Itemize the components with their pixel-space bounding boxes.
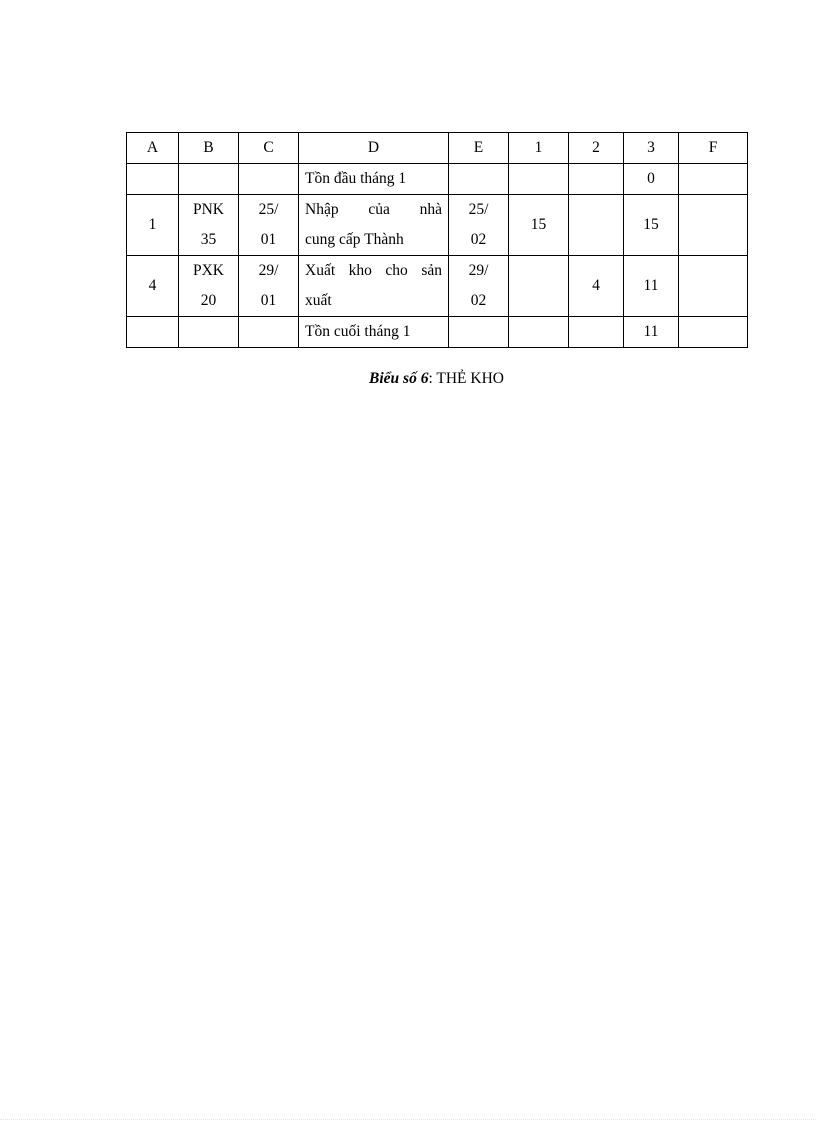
cell-b-line: 20 [200,292,217,309]
cell-c [239,256,299,317]
table-row [127,256,748,317]
cell-a: 4 [127,256,179,317]
cell-e-line: 02 [470,292,487,309]
cell-b [179,195,239,256]
cell-c [239,164,299,195]
cell-a: 1 [127,195,179,256]
page-bottom-divider [0,1119,816,1120]
cell-d-line: Xuất kho cho sản [305,262,442,279]
cell-3: 0 [624,164,679,195]
cell-1 [509,256,569,317]
header-cell: A [127,133,179,164]
caption-label: Biểu số 6 [369,370,429,387]
header-cell: D [299,133,449,164]
cell-1 [509,317,569,348]
table-row [127,195,748,256]
cell-d [299,256,449,317]
cell-2: 4 [569,256,624,317]
cell-b-line: 35 [200,231,217,248]
header-cell: B [179,133,239,164]
cell-1: 15 [509,195,569,256]
cell-3: 11 [624,317,679,348]
cell-b [179,256,239,317]
header-cell: E [449,133,509,164]
cell-d-line: Nhập của nhà [305,201,442,218]
cell-e-line: 29/ [468,262,489,279]
cell-f [679,164,748,195]
table-caption [126,370,747,388]
table-row [127,317,748,348]
cell-b-line: PXK [192,262,224,279]
cell-e [449,164,509,195]
cell-1 [509,164,569,195]
cell-e-line: 02 [470,231,487,248]
caption-separator: : [428,370,437,387]
cell-f [679,317,748,348]
cell-d: Tồn đầu tháng 1 [299,164,449,195]
cell-c [239,195,299,256]
cell-f [679,256,748,317]
cell-b [179,164,239,195]
cell-f [679,195,748,256]
cell-b-line: PNK [192,201,224,218]
header-cell: 1 [509,133,569,164]
cell-2 [569,195,624,256]
cell-e [449,256,509,317]
cell-a [127,164,179,195]
header-cell: F [679,133,748,164]
cell-2 [569,164,624,195]
cell-3: 15 [624,195,679,256]
stock-card-table [126,132,748,348]
cell-b [179,317,239,348]
cell-c-line: 01 [260,231,277,248]
table-row [127,164,748,195]
cell-c-line: 25/ [258,201,279,218]
cell-c [239,317,299,348]
cell-c-line: 29/ [258,262,279,279]
header-row [127,133,748,164]
cell-d [299,195,449,256]
cell-e [449,317,509,348]
cell-d-line: cung cấp Thành [305,231,404,248]
cell-c-line: 01 [260,292,277,309]
cell-2 [569,317,624,348]
cell-d-line: xuất [305,292,332,309]
header-cell: 3 [624,133,679,164]
cell-e [449,195,509,256]
cell-a [127,317,179,348]
header-cell: 2 [569,133,624,164]
cell-e-line: 25/ [468,201,489,218]
caption-title: THẺ KHO [436,370,504,387]
header-cell: C [239,133,299,164]
cell-d: Tồn cuối tháng 1 [299,317,449,348]
cell-3: 11 [624,256,679,317]
